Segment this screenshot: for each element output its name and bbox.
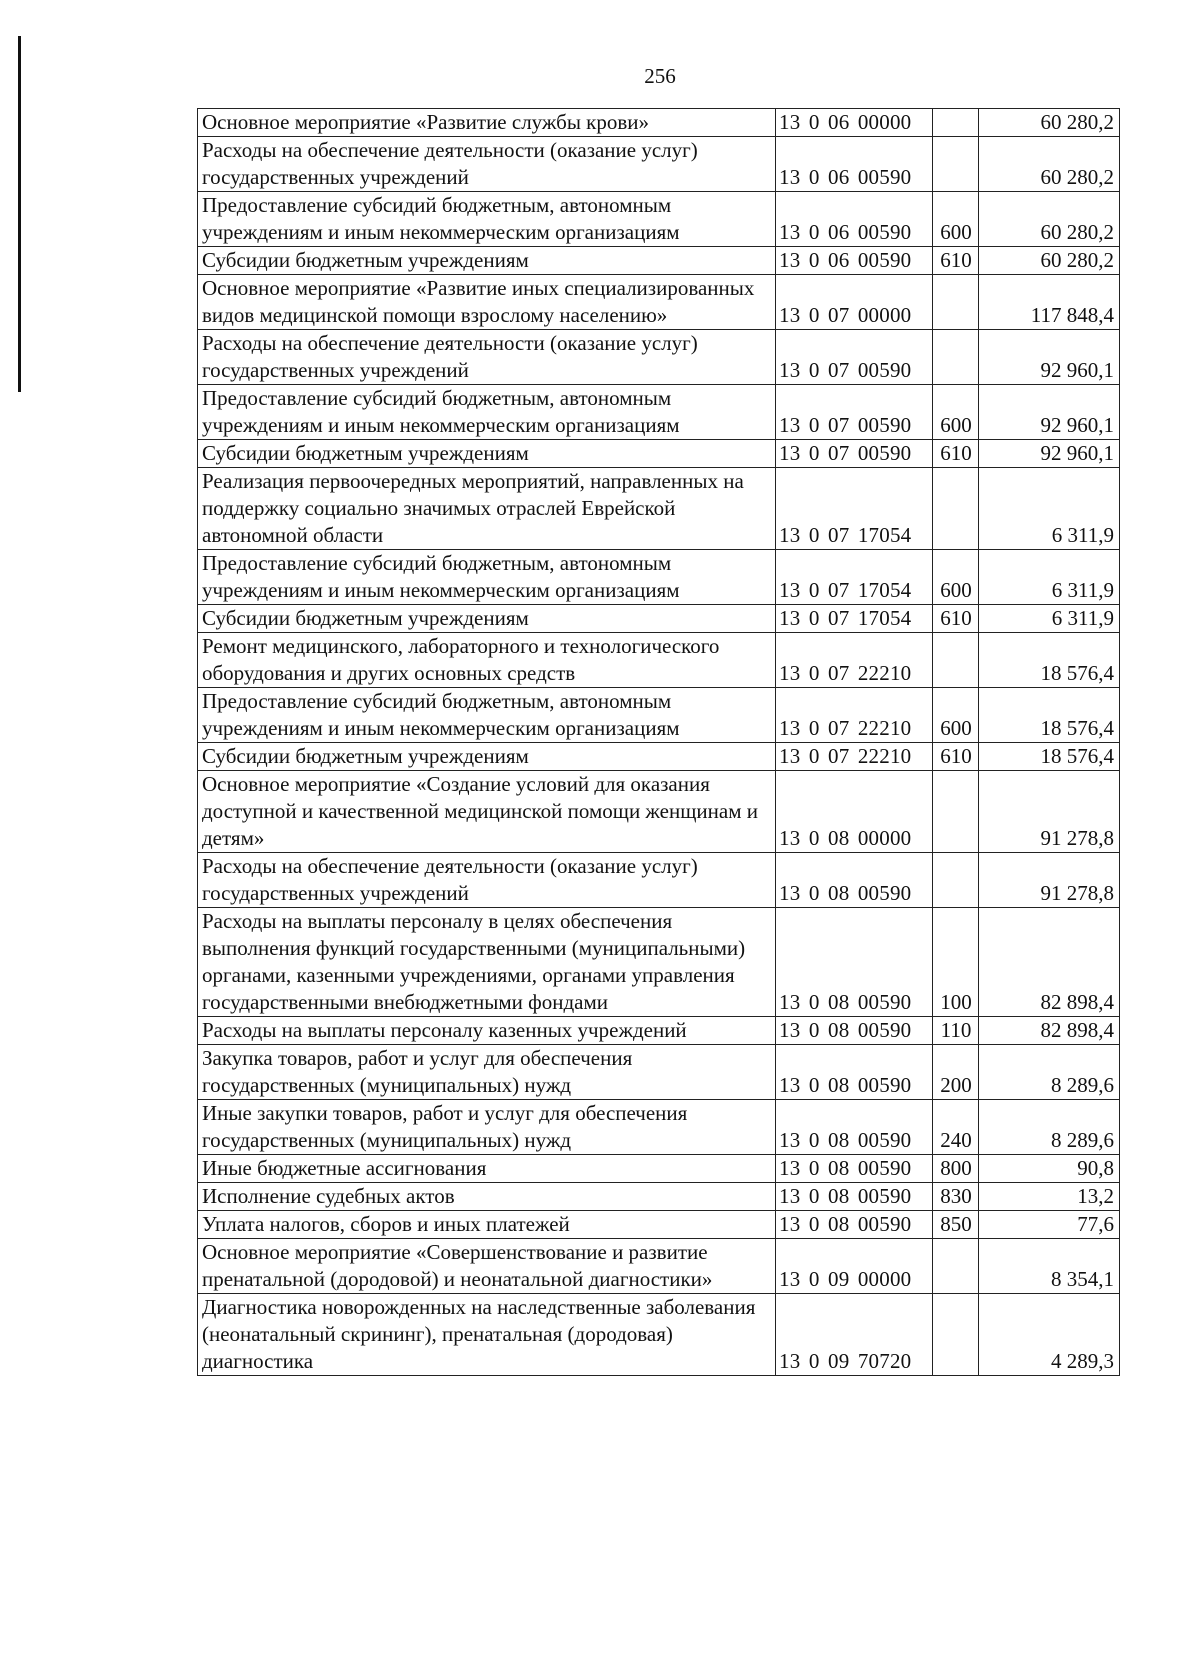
row-amount-cell: 8 354,1: [979, 1239, 1120, 1294]
row-amount-cell: 8 289,6: [979, 1100, 1120, 1155]
row-amount-cell: 92 960,1: [979, 440, 1120, 468]
row-code-cell: 13 0 08 00590: [776, 1100, 933, 1155]
binding-margin-line: [18, 36, 21, 392]
table-row: [198, 137, 1120, 192]
row-code-cell: 13 0 08 00000: [776, 771, 933, 853]
row-amount-cell: 8 289,6: [979, 1045, 1120, 1100]
row-name-cell: Иные бюджетные ассигнования: [198, 1155, 776, 1183]
table-row: [198, 247, 1120, 275]
row-name-cell: Субсидии бюджетным учреждениям: [198, 440, 776, 468]
row-code-cell: 13 0 08 00590: [776, 1155, 933, 1183]
row-type-cell: [933, 1239, 979, 1294]
row-name-cell: Уплата налогов, сборов и иных платежей: [198, 1211, 776, 1239]
row-type-cell: 830: [933, 1183, 979, 1211]
table-row: [198, 192, 1120, 247]
row-amount-cell: 6 311,9: [979, 605, 1120, 633]
row-name-cell: Основное мероприятие «Совершенствование и развитие пренатальной (дородовой) и неонатальной диагностики»: [198, 1239, 776, 1294]
row-name-cell: Расходы на обеспечение деятельности (оказание услуг) государственных учреждений: [198, 137, 776, 192]
row-amount-cell: 77,6: [979, 1211, 1120, 1239]
row-type-cell: 610: [933, 440, 979, 468]
table-row: [198, 1045, 1120, 1100]
page-number: 256: [644, 64, 676, 88]
table-row: [198, 1183, 1120, 1211]
row-name-cell: Расходы на выплаты персоналу в целях обеспечения выполнения функций государственными (муниципальными) органами, казенными учреждениями, органами управления государственными внебюджетными фондами: [198, 908, 776, 1017]
row-code-cell: 13 0 06 00000: [776, 109, 933, 137]
row-name-cell: Расходы на обеспечение деятельности (оказание услуг) государственных учреждений: [198, 853, 776, 908]
row-amount-cell: 92 960,1: [979, 330, 1120, 385]
row-type-cell: 800: [933, 1155, 979, 1183]
row-amount-cell: 18 576,4: [979, 743, 1120, 771]
row-name-cell: Расходы на обеспечение деятельности (оказание услуг) государственных учреждений: [198, 330, 776, 385]
table-row: [198, 275, 1120, 330]
row-name-cell: Диагностика новорожденных на наследственные заболевания (неонатальный скрининг), пренатальная (дородовая) диагностика: [198, 1294, 776, 1376]
row-code-cell: 13 0 07 17054: [776, 605, 933, 633]
row-code-cell: 13 0 07 00590: [776, 440, 933, 468]
table-row: [198, 771, 1120, 853]
table-row: [198, 688, 1120, 743]
row-amount-cell: 82 898,4: [979, 908, 1120, 1017]
row-type-cell: 850: [933, 1211, 979, 1239]
row-amount-cell: 6 311,9: [979, 468, 1120, 550]
row-amount-cell: 18 576,4: [979, 633, 1120, 688]
table-row: [198, 550, 1120, 605]
row-type-cell: 610: [933, 247, 979, 275]
row-code-cell: 13 0 09 00000: [776, 1239, 933, 1294]
row-type-cell: [933, 275, 979, 330]
row-type-cell: 600: [933, 385, 979, 440]
row-type-cell: [933, 109, 979, 137]
row-name-cell: Субсидии бюджетным учреждениям: [198, 247, 776, 275]
table-row: [198, 605, 1120, 633]
row-name-cell: Реализация первоочередных мероприятий, направленных на поддержку социально значимых отраслей Еврейской автономной области: [198, 468, 776, 550]
row-type-cell: 100: [933, 908, 979, 1017]
table-row: [198, 1211, 1120, 1239]
row-name-cell: Основное мероприятие «Развитие иных специализированных видов медицинской помощи взрослому населению»: [198, 275, 776, 330]
row-amount-cell: 91 278,8: [979, 853, 1120, 908]
table-row: [198, 743, 1120, 771]
table-row: [198, 440, 1120, 468]
budget-table-body: [198, 109, 1120, 1376]
row-name-cell: Предоставление субсидий бюджетным, автономным учреждениям и иным некоммерческим организациям: [198, 192, 776, 247]
table-row: [198, 853, 1120, 908]
row-name-cell: Основное мероприятие «Создание условий для оказания доступной и качественной медицинской помощи женщинам и детям»: [198, 771, 776, 853]
row-name-cell: Субсидии бюджетным учреждениям: [198, 605, 776, 633]
row-amount-cell: 13,2: [979, 1183, 1120, 1211]
row-code-cell: 13 0 07 00590: [776, 330, 933, 385]
row-code-cell: 13 0 08 00590: [776, 1183, 933, 1211]
row-code-cell: 13 0 07 17054: [776, 468, 933, 550]
row-type-cell: [933, 771, 979, 853]
row-type-cell: [933, 1294, 979, 1376]
row-name-cell: Субсидии бюджетным учреждениям: [198, 743, 776, 771]
row-amount-cell: 117 848,4: [979, 275, 1120, 330]
row-type-cell: [933, 853, 979, 908]
row-type-cell: [933, 633, 979, 688]
row-name-cell: Основное мероприятие «Развитие службы крови»: [198, 109, 776, 137]
row-type-cell: 600: [933, 550, 979, 605]
row-amount-cell: 60 280,2: [979, 137, 1120, 192]
row-name-cell: Расходы на выплаты персоналу казенных учреждений: [198, 1017, 776, 1045]
table-row: [198, 385, 1120, 440]
row-amount-cell: 60 280,2: [979, 247, 1120, 275]
row-amount-cell: 18 576,4: [979, 688, 1120, 743]
row-name-cell: Исполнение судебных актов: [198, 1183, 776, 1211]
row-type-cell: [933, 330, 979, 385]
table-row: [198, 633, 1120, 688]
row-amount-cell: 4 289,3: [979, 1294, 1120, 1376]
table-row: [198, 468, 1120, 550]
row-code-cell: 13 0 06 00590: [776, 247, 933, 275]
row-name-cell: Предоставление субсидий бюджетным, автономным учреждениям и иным некоммерческим организациям: [198, 688, 776, 743]
row-code-cell: 13 0 06 00590: [776, 137, 933, 192]
row-code-cell: 13 0 07 22210: [776, 688, 933, 743]
row-name-cell: Иные закупки товаров, работ и услуг для обеспечения государственных (муниципальных) нужд: [198, 1100, 776, 1155]
row-code-cell: 13 0 06 00590: [776, 192, 933, 247]
row-type-cell: 610: [933, 605, 979, 633]
row-amount-cell: 60 280,2: [979, 109, 1120, 137]
table-row: [198, 1239, 1120, 1294]
table-row: [198, 1100, 1120, 1155]
row-amount-cell: 92 960,1: [979, 385, 1120, 440]
row-type-cell: 600: [933, 688, 979, 743]
row-type-cell: 110: [933, 1017, 979, 1045]
row-code-cell: 13 0 07 00590: [776, 385, 933, 440]
row-code-cell: 13 0 07 17054: [776, 550, 933, 605]
table-row: [198, 330, 1120, 385]
row-code-cell: 13 0 08 00590: [776, 1017, 933, 1045]
table-row: [198, 1017, 1120, 1045]
row-code-cell: 13 0 08 00590: [776, 1045, 933, 1100]
row-type-cell: 200: [933, 1045, 979, 1100]
row-code-cell: 13 0 08 00590: [776, 1211, 933, 1239]
row-type-cell: 610: [933, 743, 979, 771]
row-amount-cell: 82 898,4: [979, 1017, 1120, 1045]
table-row: [198, 1294, 1120, 1376]
row-type-cell: 240: [933, 1100, 979, 1155]
row-code-cell: 13 0 07 22210: [776, 743, 933, 771]
row-type-cell: [933, 468, 979, 550]
row-type-cell: [933, 137, 979, 192]
row-amount-cell: 60 280,2: [979, 192, 1120, 247]
row-amount-cell: 91 278,8: [979, 771, 1120, 853]
row-code-cell: 13 0 07 00000: [776, 275, 933, 330]
row-code-cell: 13 0 07 22210: [776, 633, 933, 688]
budget-table: [197, 108, 1120, 1376]
row-name-cell: Предоставление субсидий бюджетным, автономным учреждениям и иным некоммерческим организациям: [198, 550, 776, 605]
row-code-cell: 13 0 08 00590: [776, 853, 933, 908]
table-row: [198, 1155, 1120, 1183]
table-row: [198, 109, 1120, 137]
row-name-cell: Предоставление субсидий бюджетным, автономным учреждениям и иным некоммерческим организациям: [198, 385, 776, 440]
table-row: [198, 908, 1120, 1017]
row-code-cell: 13 0 08 00590: [776, 908, 933, 1017]
row-amount-cell: 6 311,9: [979, 550, 1120, 605]
row-code-cell: 13 0 09 70720: [776, 1294, 933, 1376]
row-amount-cell: 90,8: [979, 1155, 1120, 1183]
row-name-cell: Закупка товаров, работ и услуг для обеспечения государственных (муниципальных) нужд: [198, 1045, 776, 1100]
row-name-cell: Ремонт медицинского, лабораторного и технологического оборудования и других основных средств: [198, 633, 776, 688]
row-type-cell: 600: [933, 192, 979, 247]
